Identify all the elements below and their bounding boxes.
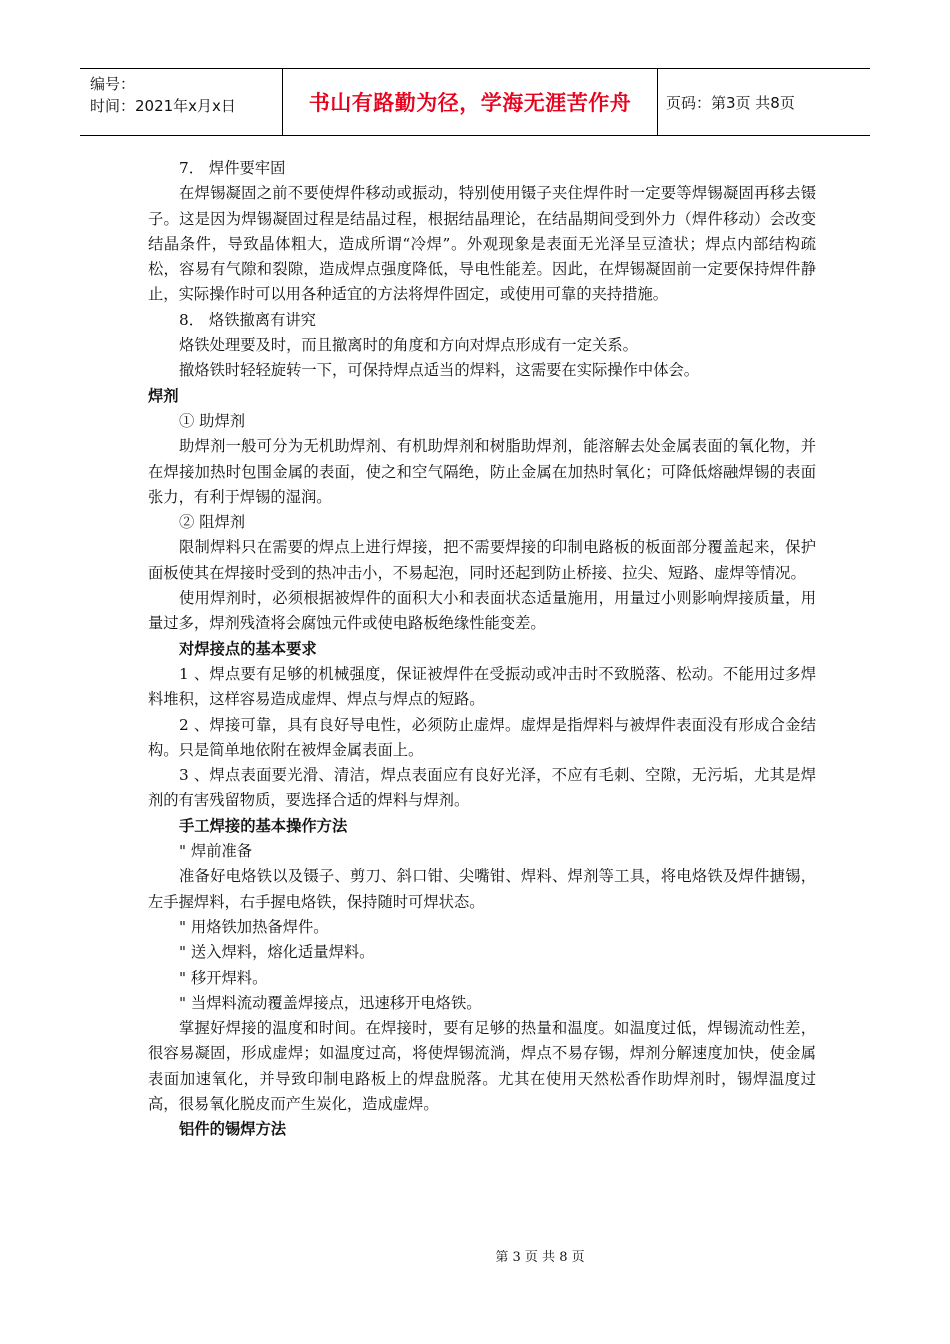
section-heading: 焊剂 bbox=[148, 386, 179, 405]
paragraph: ② 阻焊剂 bbox=[179, 513, 246, 532]
paragraph: 限制焊料只在需要的焊点上进行焊接，把不需要焊接的印制电路板的板面部分覆盖起来，保护面板使其在焊接时受到的热冲击小，不易起泡，同时还起到防止桥接、拉尖、短路、虚焊等情况。 bbox=[148, 538, 816, 582]
paragraph: 3 、焊点表面要光滑、清洁，焊点表面应有良好光泽，不应有毛刺、空隙，无污垢，尤其是焊剂的有害残留物质，要选择合适的焊料与焊剂。 bbox=[148, 766, 816, 810]
header-page-cell bbox=[658, 69, 870, 135]
paragraph: 撤烙铁时轻轻旋转一下，可保持焊点适当的焊料，这需要在实际操作中体会。 bbox=[179, 361, 700, 380]
paragraph: ① 助焊剂 bbox=[179, 411, 246, 430]
paragraph: 使用焊剂时，必须根据被焊件的面积大小和表面状态适量施用，用量过小则影响焊接质量，用量过多，焊剂残渣将会腐蚀元件或使电路板绝缘性能变差。 bbox=[148, 589, 816, 633]
motto-text: 书山有路勤为径，学海无涯苦作舟 bbox=[308, 91, 632, 115]
paragraph: " 当焊料流动覆盖焊接点，迅速移开电烙铁。 bbox=[179, 993, 482, 1012]
paragraph: 1 、焊点要有足够的机械强度，保证被焊件在受振动或冲击时不致脱落、松动。不能用过多焊料堆积，这样容易造成虚焊、焊点与焊点的短路。 bbox=[148, 664, 816, 709]
paragraph: 烙铁处理要及时，而且撤离时的角度和方向对焊点形成有一定关系。 bbox=[179, 336, 638, 355]
header-meta bbox=[80, 69, 282, 135]
header-motto-cell bbox=[282, 69, 658, 135]
page-footer bbox=[0, 1246, 950, 1265]
paragraph: " 焊前准备 bbox=[179, 842, 253, 861]
section-heading: 对焊接点的基本要求 bbox=[179, 639, 317, 658]
paragraph: 准备好电烙铁以及镊子、剪刀、斜口钳、尖嘴钳、焊料、焊剂等工具，将电烙铁及焊件搪锡，左手握焊料，右手握电烙铁，保持随时可焊状态。 bbox=[148, 867, 816, 911]
document-body bbox=[148, 156, 816, 1143]
date-label: 时间：2021年x月x日 bbox=[90, 97, 236, 115]
paragraph: " 送入焊料，熔化适量焊料。 bbox=[179, 943, 375, 962]
paragraph: 7． 焊件要牢固 bbox=[179, 159, 286, 177]
footer-page-number: 第 3 页 共 8 页 bbox=[495, 1250, 585, 1265]
paragraph: " 移开焊料。 bbox=[179, 968, 268, 987]
section-heading: 铝件的锡焊方法 bbox=[179, 1120, 287, 1139]
paragraph: 在焊锡凝固之前不要使焊件移动或振动，特别使用镊子夹住焊件时一定要等焊锡凝固再移去镊子。这是因为焊锡凝固过程是结晶过程，根据结晶理论，在结晶期间受到外力（焊件移动）会改变结晶条件，导致晶体粗大，造成所谓“冷焊”。外观现象是表面无光泽呈豆渣状；焊点内部结构疏松，容易有气隙和裂隙，造成焊点强度降低，导电性能差。因此，在焊锡凝固前一定要保持焊件静止，实际操作时可以用各种适宜的方法将焊件固定，或使用可靠的夹持措施。 bbox=[148, 184, 816, 304]
page-indicator: 页码：第3页 共8页 bbox=[666, 93, 795, 112]
page-header bbox=[80, 68, 870, 136]
paragraph: 2 、焊接可靠，具有良好导电性，必须防止虚焊。虚焊是指焊料与被焊件表面没有形成合金结构。只是简单地依附在被焊金属表面上。 bbox=[148, 715, 816, 759]
paragraph: " 用烙铁加热备焊件。 bbox=[179, 917, 329, 936]
paragraph: 助焊剂一般可分为无机助焊剂、有机助焊剂和树脂助焊剂，能溶解去处金属表面的氧化物，并在焊接加热时包围金属的表面，使之和空气隔绝，防止金属在加热时氧化；可降低熔融焊锡的表面张力，有利于焊锡的湿润。 bbox=[148, 437, 816, 506]
paragraph: 掌握好焊接的温度和时间。在焊接时，要有足够的热量和温度。如温度过低，焊锡流动性差，很容易凝固，形成虚焊；如温度过高，将使焊锡流淌，焊点不易存锡，焊剂分解速度加快，使金属表面加速氧化，并导致印制电路板上的焊盘脱落。尤其在使用天然松香作助焊剂时，锡焊温度过高，很易氧化脱皮而产生炭化，造成虚焊。 bbox=[148, 1019, 816, 1113]
paragraph: 8． 烙铁撤离有讲究 bbox=[179, 310, 316, 329]
serial-number-label: 编号： bbox=[90, 75, 136, 93]
section-heading: 手工焊接的基本操作方法 bbox=[179, 816, 348, 835]
